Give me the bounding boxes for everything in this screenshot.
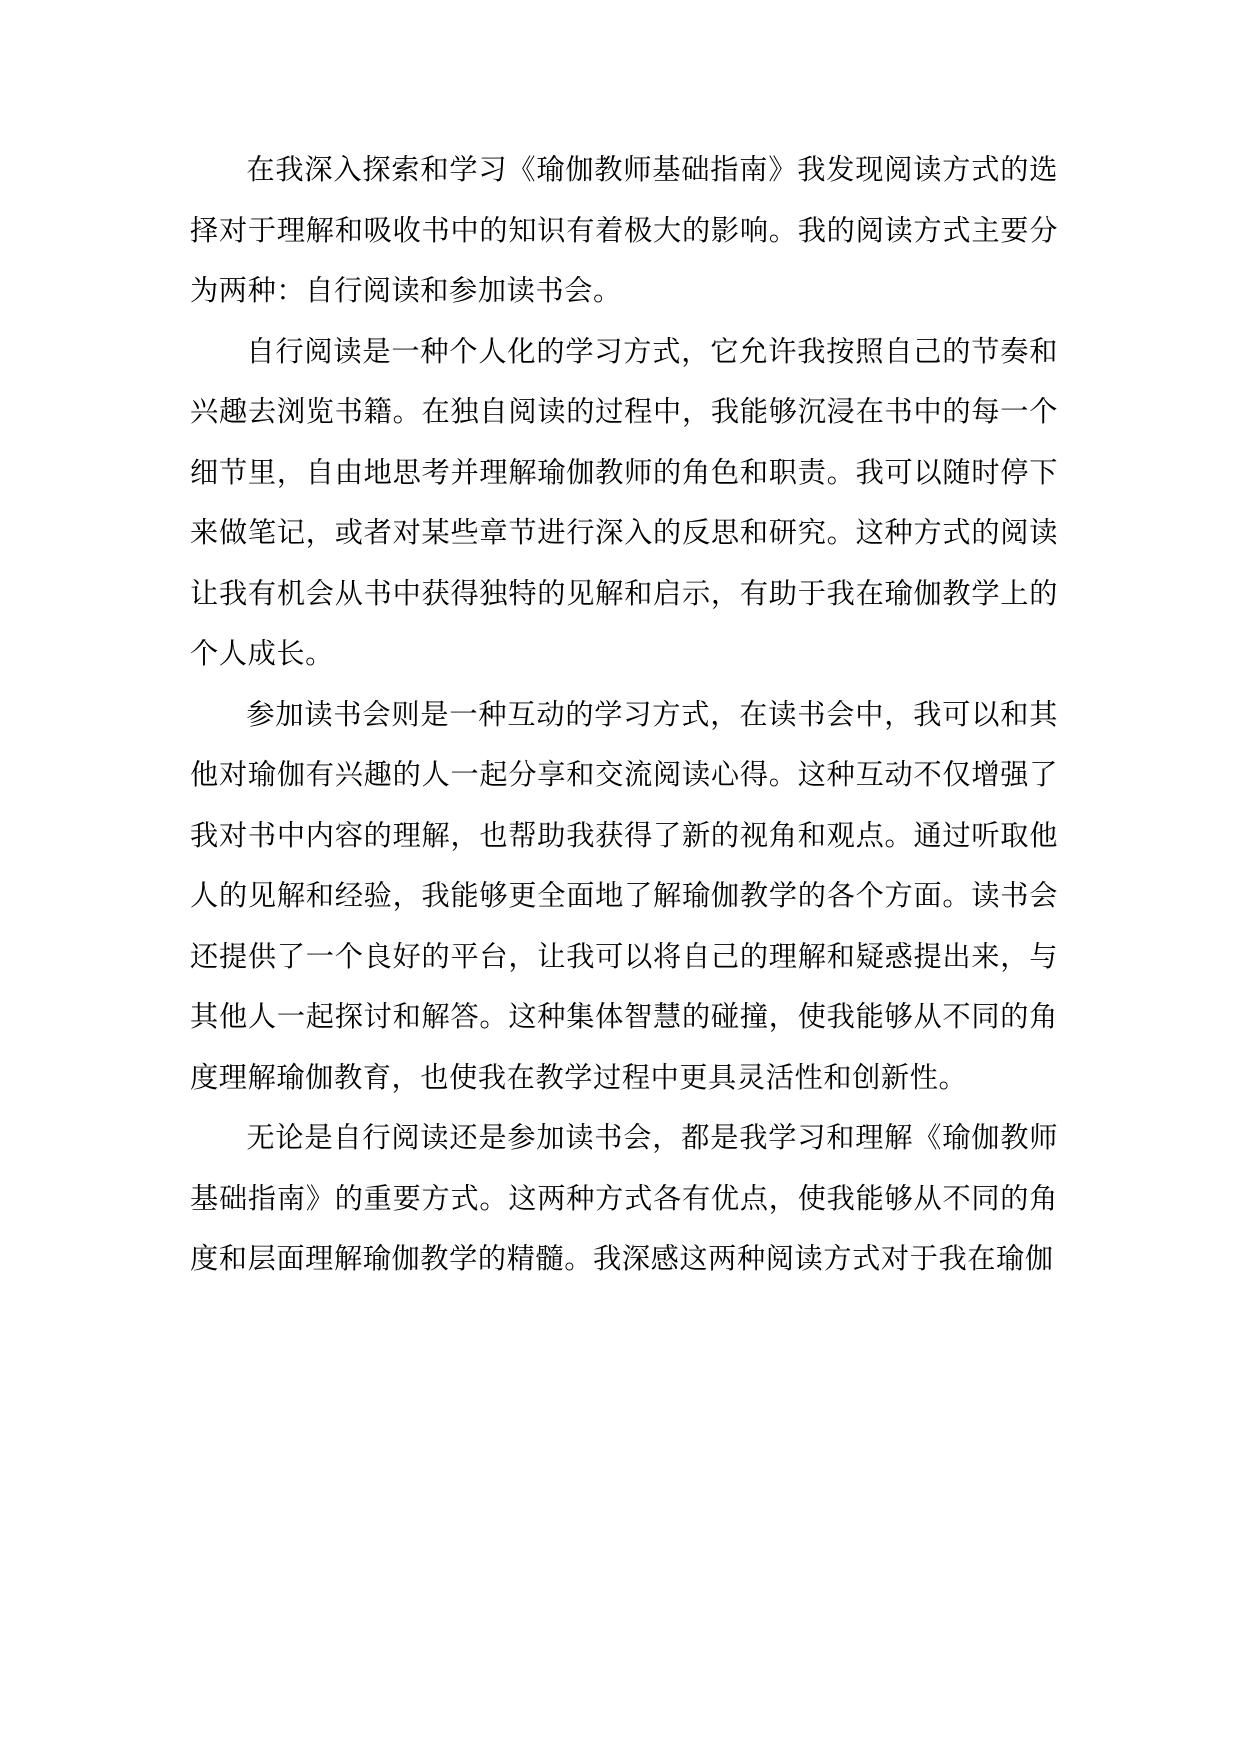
paragraph-book-club: 参加读书会则是一种互动的学习方式，在读书会中，我可以和其他对瑜伽有兴趣的人一起分享和交流阅读心得。这种互动不仅增强了我对书中内容的理解，也帮助我获得了新的视角和观点。通过听取他人的见解和经验，我能够更全面地了解瑜伽教学的各个方面。读书会还提供了一个良好的平台，让我可以将自己的理解和疑惑提出来，与其他人一起探讨和解答。这种集体智慧的碰撞，使我能够从不同的角度理解瑜伽教育，也使我在教学过程中更具灵活性和创新性。 [190, 697, 1058, 1094]
paragraph-reading-methods-intro: 在我深入探索和学习《瑜伽教师基础指南》我发现阅读方式的选择对于理解和吸收书中的知识有着极大的影响。我的阅读方式主要分为两种：自行阅读和参加读书会。 [190, 153, 1058, 307]
paragraph-self-reading: 自行阅读是一种个人化的学习方式，它允许我按照自己的节奏和兴趣去浏览书籍。在独自阅读的过程中，我能够沉浸在书中的每一个细节里，自由地思考并理解瑜伽教师的角色和职责。我可以随时停下来做笔记，或者对某些章节进行深入的反思和研究。这种方式的阅读让我有机会从书中获得独特的见解和启示，有助于我在瑜伽教学上的个人成长。 [190, 334, 1058, 670]
paragraph-conclusion: 无论是自行阅读还是参加读书会，都是我学习和理解《瑜伽教师基础指南》的重要方式。这两种方式各有优点，使我能够从不同的角度和层面理解瑜伽教学的精髓。我深感这两种阅读方式对于我在瑜伽 [190, 1121, 1058, 1275]
document-body [190, 140, 1058, 1290]
